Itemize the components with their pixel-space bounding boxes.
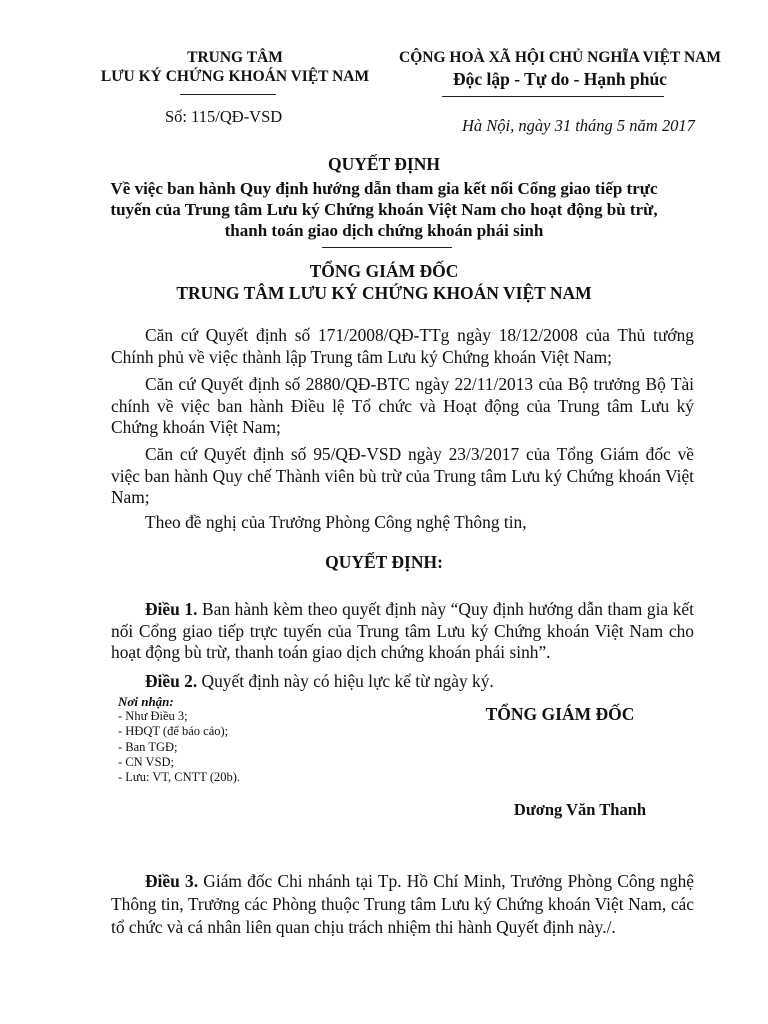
signature-title: TỔNG GIÁM ĐỐC (485, 704, 635, 724)
article-3-text: Giám đốc Chi nhánh tại Tp. Hồ Chí Minh, Trưởng Phòng Công nghệ Thông tin, Trưởng các Phòng thuộc Trung tâm Lưu ký Chứng khoán Việt Nam, các tổ chức và cá nhân liên quan chịu trách nhiệm thi hành Quyết định này./. (111, 871, 694, 937)
org-underline (180, 94, 276, 95)
recipient-item: - CN VSD; (118, 754, 175, 769)
article-3 (111, 870, 694, 939)
legal-basis-2: Căn cứ Quyết định số 2880/QĐ-BTC ngày 22/11/2013 của Bộ trưởng Bộ Tài chính về việc ban hành Điều lệ Tổ chức và Hoạt động của Trung tâm Lưu ký Chứng khoán Việt Nam; (111, 374, 694, 437)
recipients-heading: Nơi nhận: (118, 694, 174, 709)
recipient-item: - HĐQT (để báo cáo); (118, 724, 229, 739)
authority-title: TỔNG GIÁM ĐỐC (309, 261, 459, 281)
recipient-item: - Như Điều 3; (118, 709, 188, 724)
proposal-line: Theo đề nghị của Trưởng Phòng Công nghệ Thông tin, (145, 512, 527, 532)
subject-line-1: Về việc ban hành Quy định hướng dẫn tham gia kết nối Cổng giao tiếp trực (110, 179, 658, 198)
org-line-1: TRUNG TÂM (187, 49, 283, 66)
legal-basis-3: Căn cứ Quyết định số 95/QĐ-VSD ngày 23/3/2017 của Tổng Giám đốc về việc ban hành Quy chế Thành viên bù trừ của Trung tâm Lưu ký Chứng khoán Việt Nam; (111, 444, 694, 507)
issuing-organization (90, 48, 380, 86)
subject-line-3: thanh toán giao dịch chứng khoán phái sinh (224, 221, 544, 240)
place-and-date: Hà Nội, ngày 31 tháng 5 năm 2017 (462, 116, 695, 135)
decision-heading: QUYẾT ĐỊNH: (325, 552, 443, 572)
subject-line-2: tuyến của Trung tâm Lưu ký Chứng khoán Việt Nam cho hoạt động bù trừ, (110, 200, 658, 219)
document-subject (80, 178, 688, 241)
subject-underline (322, 247, 452, 248)
authority-organization: TRUNG TÂM LƯU KÝ CHỨNG KHOÁN VIỆT NAM (176, 283, 592, 303)
motto-underline (442, 96, 664, 97)
article-2-label: Điều 2. (145, 671, 198, 691)
article-1 (111, 599, 694, 664)
national-motto: Độc lập - Tự do - Hạnh phúc (453, 69, 667, 89)
signatory-name: Dương Văn Thanh (513, 800, 647, 819)
article-1-label: Điều 1. (145, 599, 198, 619)
authority-block (0, 260, 768, 304)
recipient-item: - Ban TGĐ; (118, 739, 178, 754)
recipients-block (118, 694, 240, 785)
document-number: Số: 115/QĐ-VSD (165, 107, 283, 126)
org-line-2: LƯU KÝ CHỨNG KHOÁN VIỆT NAM (100, 68, 370, 85)
document-title: QUYẾT ĐỊNH (328, 154, 440, 174)
country-name: CỘNG HOÀ XÃ HỘI CHỦ NGHĨA VIỆT NAM (399, 49, 721, 66)
article-1-text: Ban hành kèm theo quyết định này “Quy định hướng dẫn tham gia kết nối Cổng giao tiếp trực tuyến của Trung tâm Lưu ký Chứng khoán Việt Nam cho hoạt động bù trừ, thanh toán giao dịch chứng khoán phái sinh”. (111, 599, 694, 662)
article-2-text: Quyết định này có hiệu lực kể từ ngày ký. (201, 671, 494, 691)
legal-basis-1: Căn cứ Quyết định số 171/2008/QĐ-TTg ngày 18/12/2008 của Thủ tướng Chính phủ về việc thành lập Trung tâm Lưu ký Chứng khoán Việt Nam; (111, 325, 694, 367)
article-3-label: Điều 3. (145, 871, 199, 891)
recipient-item: - Lưu: VT, CNTT (20b). (118, 770, 241, 785)
article-2 (111, 671, 694, 693)
